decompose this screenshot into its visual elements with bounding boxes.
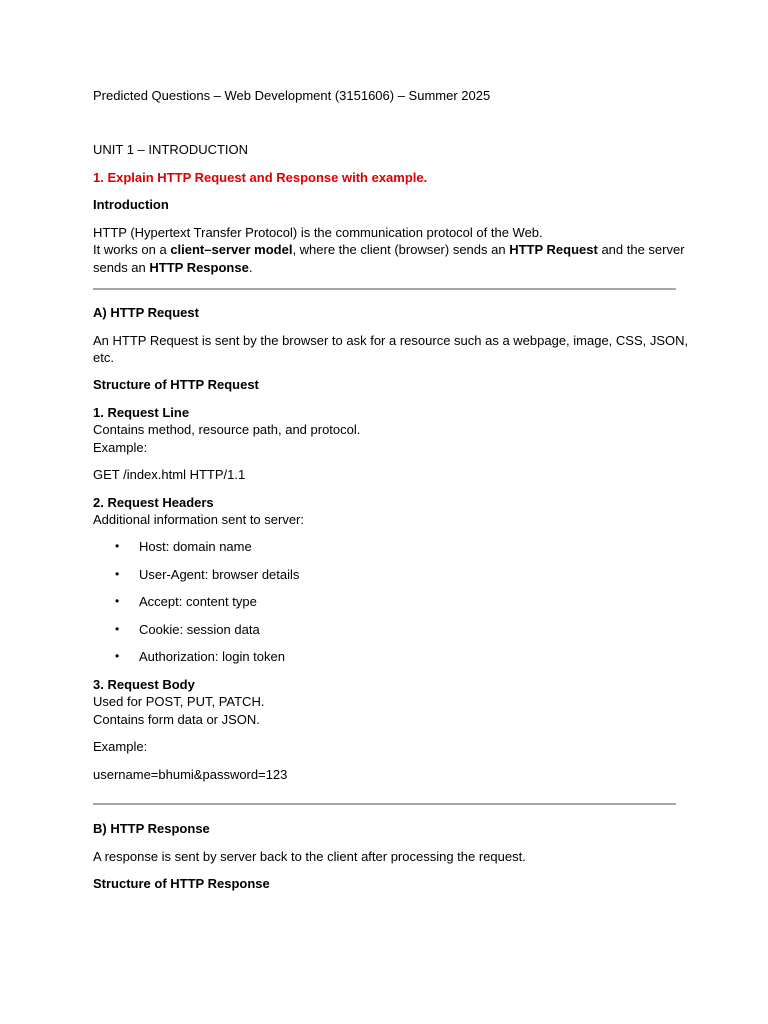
request-headers-heading: 2. Request Headers [93, 495, 214, 510]
response-structure-heading: Structure of HTTP Response [93, 876, 270, 891]
request-structure-heading: Structure of HTTP Request [93, 377, 259, 392]
response-desc: A response is sent by server back to the client after processing the request. [93, 849, 526, 864]
intro-client-server: client–server model [170, 242, 293, 257]
request-line-example: GET /index.html HTTP/1.1 [93, 467, 246, 482]
list-item-text: Authorization: login token [139, 649, 285, 664]
section-divider [93, 288, 676, 290]
intro-text-e: and the server [597, 242, 685, 257]
bullet-marker: • [115, 539, 120, 553]
request-body-line-1: Used for POST, PUT, PATCH. [93, 694, 265, 709]
unit-heading: UNIT 1 – INTRODUCTION [93, 142, 249, 157]
list-item-text: Cookie: session data [139, 622, 260, 637]
document-title: Predicted Questions – Web Development (3151606) – Summer 2025 [93, 88, 491, 103]
intro-period: . [248, 260, 253, 275]
request-body-heading: 3. Request Body [93, 677, 195, 692]
bullet-marker: • [115, 649, 120, 663]
request-heading: A) HTTP Request [93, 305, 199, 320]
intro-http-response: HTTP Response [149, 260, 249, 275]
introduction-line-2 [93, 241, 685, 258]
request-line-desc: Contains method, resource path, and protocol. [93, 422, 361, 437]
request-line-example-label: Example: [93, 440, 148, 455]
response-heading: B) HTTP Response [93, 821, 210, 836]
request-body-line-2: Contains form data or JSON. [93, 712, 260, 727]
intro-http-request: HTTP Request [509, 242, 598, 257]
list-item-text: Accept: content type [139, 594, 257, 609]
intro-text-c: , where the client (browser) sends an [292, 242, 510, 257]
intro-text-f: sends an [93, 260, 150, 275]
bullet-marker: • [115, 567, 120, 581]
bullet-marker: • [115, 622, 120, 636]
list-item-text: Host: domain name [139, 539, 252, 554]
question-title: 1. Explain HTTP Request and Response with example. [93, 170, 428, 185]
intro-text-a: It works on a [93, 242, 171, 257]
request-body-example: username=bhumi&password=123 [93, 767, 288, 782]
bullet-marker: • [115, 594, 120, 608]
list-item-text: User-Agent: browser details [139, 567, 300, 582]
introduction-line-3 [93, 259, 252, 276]
section-divider [93, 803, 676, 805]
request-line-heading: 1. Request Line [93, 405, 190, 420]
introduction-heading: Introduction [93, 197, 169, 212]
request-body-example-label: Example: [93, 739, 148, 754]
request-desc-line-1: An HTTP Request is sent by the browser to ask for a resource such as a webpage, image, CSS, JSON, [93, 333, 689, 348]
request-headers-desc: Additional information sent to server: [93, 512, 304, 527]
request-desc-line-2: etc. [93, 350, 114, 365]
introduction-line-1: HTTP (Hypertext Transfer Protocol) is the communication protocol of the Web. [93, 225, 543, 240]
